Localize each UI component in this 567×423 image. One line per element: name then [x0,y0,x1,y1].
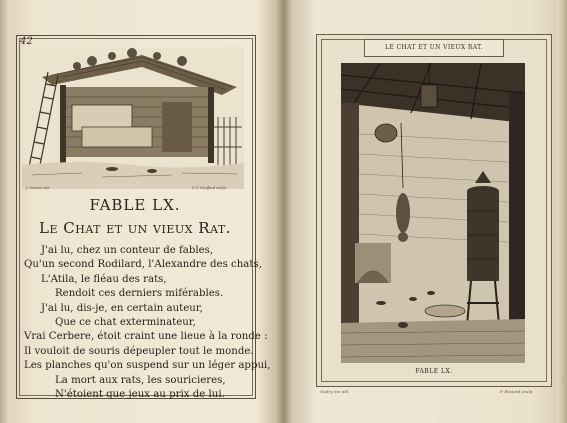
verse-line: Qu'un second Rodilard, l'Alexandre des chats, [24,259,262,270]
plate-credit-left: Oudry inv. del. [320,389,350,394]
verse-line: Il vouloit de souris dépeupler tout le monde. [24,346,254,357]
verse-line: Vrai Cerbere, étoit craint une lieue à la ronde : [24,331,268,342]
barn-vignette-engraving [22,47,244,189]
verse-line: J'ai lu, chez un conteur de fables, [41,245,214,256]
page-number: 42 [20,36,33,47]
fable-title: Le Chat et un vieux Rat. [38,219,231,237]
plate-credit-right: P. Fessard sculp. [500,389,534,394]
plate-caption: FABLE LX. [415,368,453,375]
book-gutter [276,0,292,423]
verse-line: La mort aux rats, les souricieres, [55,375,226,386]
verse-line: Les planches qu'on suspend sur un léger appui, [24,360,271,371]
plate-title-cartouche [364,39,504,57]
right-page-edge [557,0,567,423]
verse-line: Que ce chat exterminateur, [55,317,196,328]
fable-number-heading: FABLE LX. [89,196,181,214]
cat-and-rat-engraving [341,63,525,363]
vignette-credit-left: J. Ouvrier del. [26,186,51,190]
verse-line: L'Atila, le fléau des rats, [41,274,167,285]
vignette-credit-right: P. P. Choffard sculp. [192,186,227,190]
plate-title: LE CHAT ET UN VIEUX RAT. [385,44,483,51]
verse-line: N'étoient que jeux au prix de lui. [55,389,225,400]
engraving-plate [316,34,552,387]
verse-line: Rendoit ces derniers miférables. [55,288,224,299]
verse-line: J'ai lu, dis-je, en certain auteur, [41,303,203,314]
